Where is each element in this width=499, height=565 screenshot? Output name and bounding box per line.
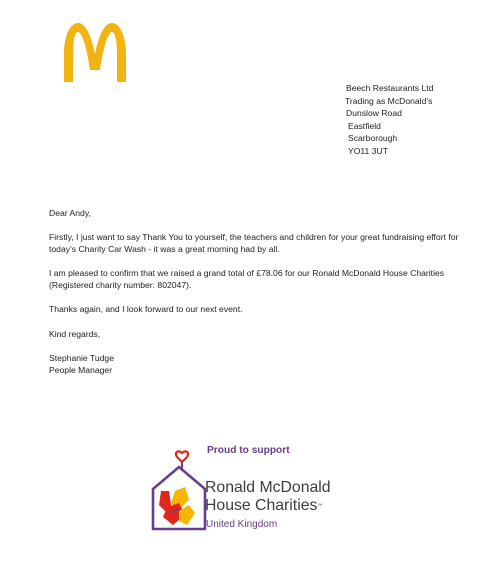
charity-name-line: Ronald McDonald xyxy=(205,479,331,496)
charity-name-line-text: House Charities xyxy=(205,497,318,514)
charity-country: United Kingdom xyxy=(206,519,278,530)
signer-title: People Manager xyxy=(49,364,113,375)
letter-paragraph: Thanks again, and I look forward to our next event. xyxy=(49,304,243,315)
charity-tagline: Proud to support xyxy=(207,445,290,456)
address-line: Scarborough xyxy=(348,133,398,144)
sender-address xyxy=(345,82,433,158)
letter-paragraph: I am pleased to confirm that we raised a grand total of £78.06 for our Ronald McDonald House Charities (Registered charity number: 802047). xyxy=(49,268,445,291)
rmhc-house-logo-icon xyxy=(149,441,209,533)
charity-name xyxy=(205,479,331,515)
address-line: Dunslow Road xyxy=(346,108,402,119)
address-line: Trading as McDonald’s xyxy=(345,95,433,106)
mcdonalds-arches-logo-icon xyxy=(61,20,129,82)
charity-logo xyxy=(149,441,359,551)
trademark-symbol: ™ xyxy=(317,503,323,509)
address-line: Beech Restaurants Ltd xyxy=(346,83,434,93)
address-line: YO11 3UT xyxy=(348,145,388,156)
charity-name-line-2 xyxy=(205,497,331,515)
signer-name: Stephanie Tudge xyxy=(49,352,114,363)
salutation: Dear Andy, xyxy=(49,208,91,218)
closing: Kind regards, xyxy=(49,328,101,339)
address-line: Eastfield xyxy=(348,120,381,131)
letter-body xyxy=(49,207,474,376)
letter-paragraph: Firstly, I just want to say Thank You to yourself, the teachers and children for your great fundraising effort for today’s Charity Car Wash - it was a great morning had by all. xyxy=(49,232,459,255)
